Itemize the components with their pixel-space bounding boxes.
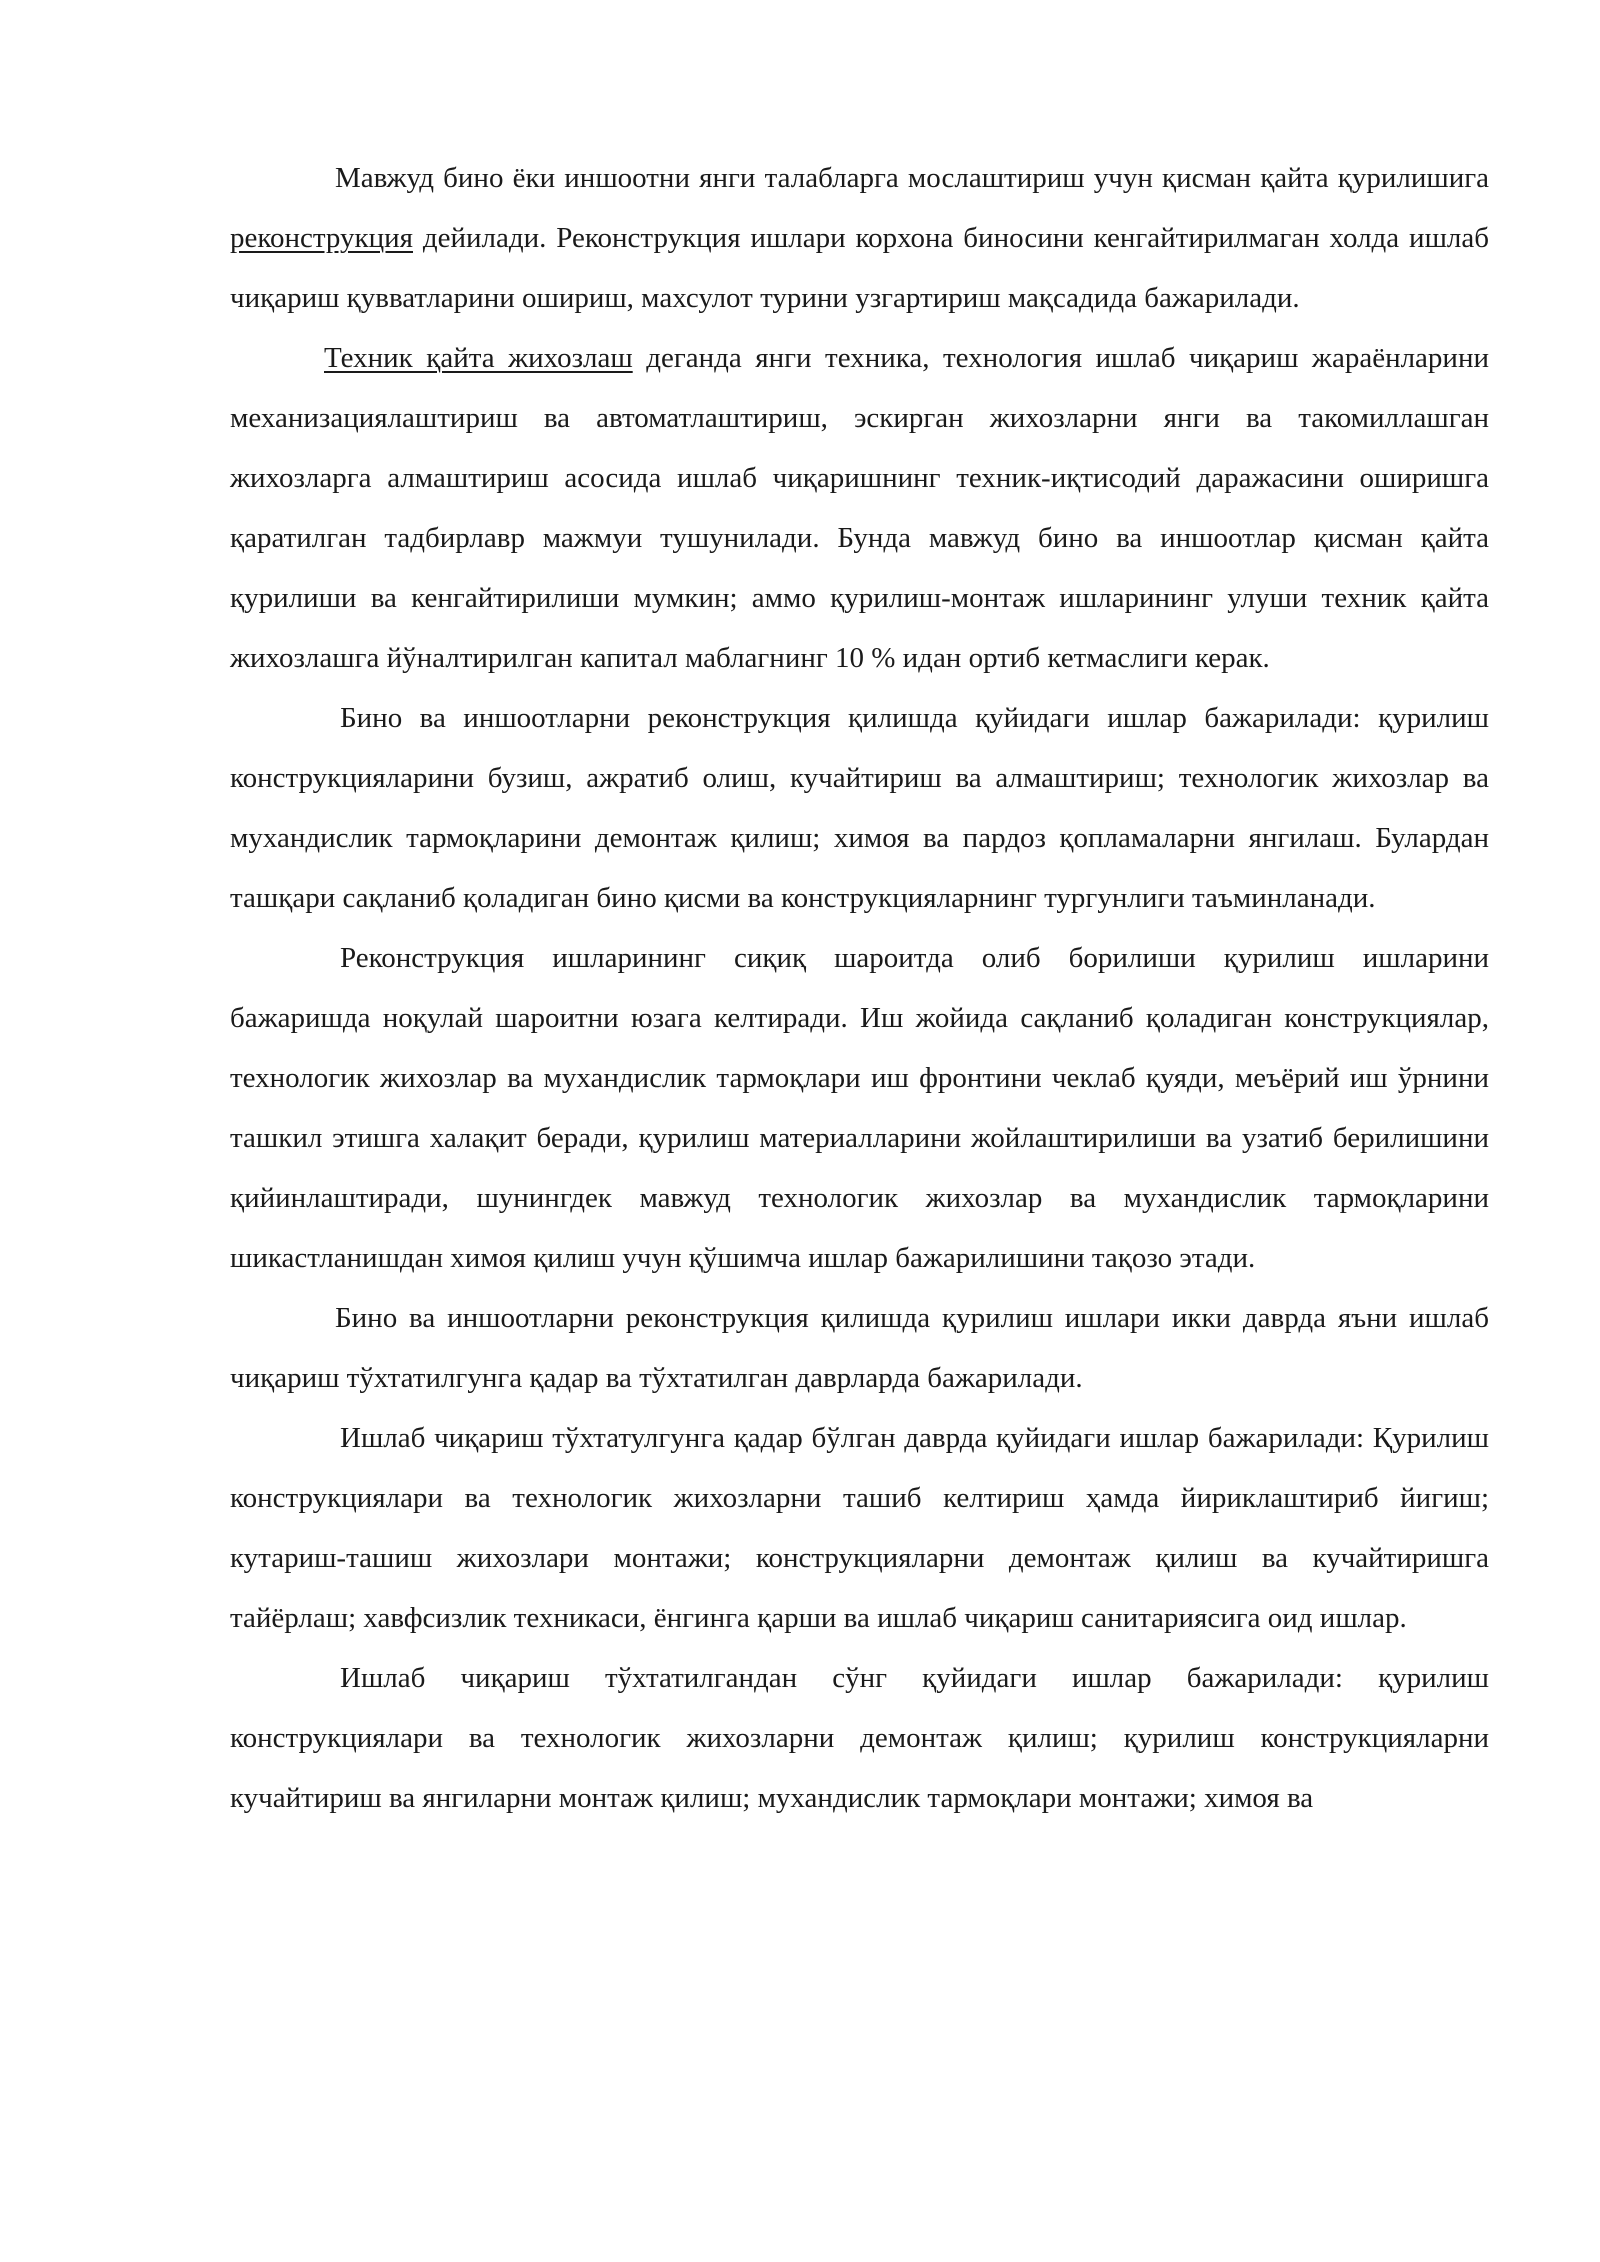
paragraph-reconstruction-works: Бино ва иншоотларни реконструкция қилишда қуйидаги ишлар бажарилади: қурилиш конструкцияларини бузиш, ажратиб олиш, кучайтириш ва алмаштириш; технологик жихозлар ва мухандислик тармоқларини демонтаж қилиш; химоя ва пардоз қопламаларни янгилаш. Булардан ташқари сақланиб қоладиган бино қисми ва конструкцияларнинг тургунлиги таъминланади. — [230, 702, 1489, 914]
paragraph-text: деганда янги техника, технология ишлаб чиқариш жараёнларини механизациялаштириш ва автоматлаштириш, эскирган жихозларни янги ва такомиллашган жихозларга алмаштириш асосида ишлаб чиқаришнинг техник-иқтисодий даражасини оширишга қаратилган тадбирлавр мажмуи тушунилади. Бунда мавжуд бино ва иншоотлар қисман қайта қурилиши ва кенгайтирилиши мумкин; аммо қурилиш-монтаж ишларининг улуши техник қайта жихозлашга йўналтирилган капитал маблагнинг 10 % идан ортиб кетмаслиги керак. — [230, 342, 1489, 674]
paragraph-reconstruction-definition — [230, 148, 1489, 328]
document-body — [230, 148, 1489, 1828]
paragraph-text: Мавжуд бино ёки иншоотни янги талабларга мослаштириш учун қисман қайта қурилишига — [335, 162, 1489, 194]
paragraph-two-periods: Бино ва иншоотларни реконструкция қилишда қурилиш ишлари икки даврда яъни ишлаб чиқариш тўхтатилгунга қадар ва тўхтатилган даврларда бажарилади. — [230, 1302, 1489, 1394]
paragraph-after-shutdown: Ишлаб чиқариш тўхтатилгандан сўнг қуйидаги ишлар бажарилади: қурилиш конструкциялари ва технологик жихозларни демонтаж қилиш; қурилиш конструкцияларни кучайтириш ва янгиларни монтаж қилиш; мухандислик тармоқлари монтажи; химоя ва — [230, 1662, 1489, 1814]
term-technical-reequipment: Техник қайта жихозлаш — [324, 342, 633, 374]
term-reconstruction: реконструкция — [230, 222, 413, 254]
paragraph-before-shutdown: Ишлаб чиқариш тўхтатулгунга қадар бўлган даврда қуйидаги ишлар бажарилади: Қурилиш конструкциялари ва технологик жихозларни ташиб келтириш ҳамда йириклаштириб йигиш; кутариш-ташиш жихозлари монтажи; конструкцияларни демонтаж қилиш ва кучайтиришга тайёрлаш; хавфсизлик техникаси, ёнгинга қарши ва ишлаб чиқариш санитариясига оид ишлар. — [230, 1422, 1489, 1634]
paragraph-constrained-conditions: Реконструкция ишларининг сиқиқ шароитда олиб борилиши қурилиш ишларини бажаришда ноқулай шароитни юзага келтиради. Иш жойида сақланиб қоладиган конструкциялар, технологик жихозлар ва мухандислик тармоқлари иш фронтини чеклаб қуяди, меъёрий иш ўрнини ташкил этишга халақит беради, қурилиш материалларини жойлаштирилиши ва узатиб берилишини қийинлаштиради, шунингдек мавжуд технологик жихозлар ва мухандислик тармоқларини шикастланишдан химоя қилиш учун қўшимча ишлар бажарилишини тақозо этади. — [230, 942, 1489, 1274]
paragraph-technical-reequipment — [230, 328, 1489, 688]
paragraph-text: дейилади. Реконструкция ишлари корхона биносини кенгайтирилмаган холда ишлаб чиқариш қувватларини ошириш, махсулот турини узгартириш мақсадида бажарилади. — [230, 222, 1489, 314]
